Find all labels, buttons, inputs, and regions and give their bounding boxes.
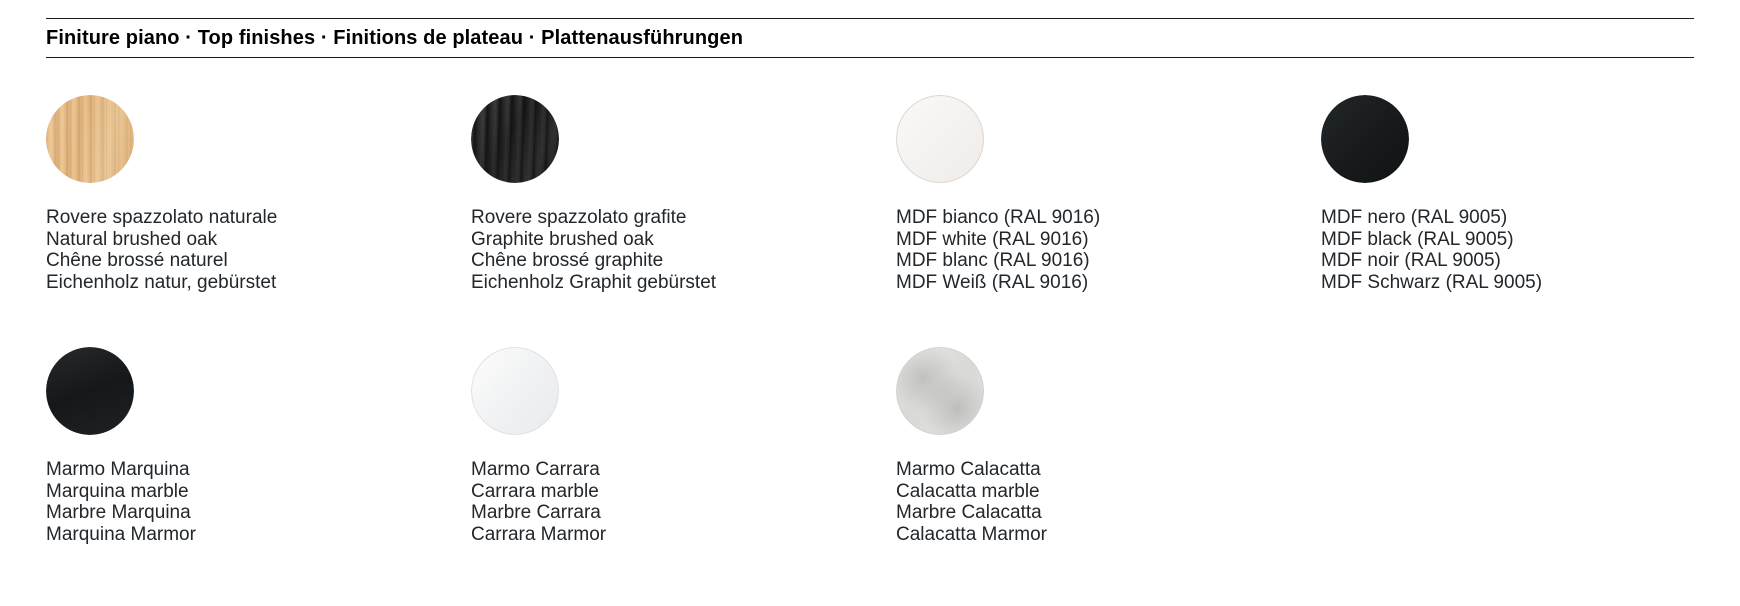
finish-label-it: Marmo Calacatta: [896, 459, 1041, 480]
finish-label-en: Carrara marble: [471, 480, 599, 502]
finish-label-de: Eichenholz Graphit gebürstet: [471, 271, 717, 293]
page-header: [46, 18, 1694, 58]
finish-labels: [46, 459, 471, 545]
finish-item[interactable]: [46, 347, 471, 545]
finish-labels: [896, 207, 1321, 293]
finish-label-en: Natural brushed oak: [46, 228, 218, 250]
finish-label-it: Marmo Carrara: [471, 459, 600, 480]
finish-label-it: Rovere spazzolato naturale: [46, 207, 278, 228]
finish-label-fr: Chêne brossé naturel: [46, 250, 228, 271]
finish-label-fr: Marbre Calacatta: [896, 502, 1042, 523]
finish-item-empty: [1321, 347, 1740, 545]
finish-item[interactable]: [471, 95, 896, 293]
finish-label-en: Marquina marble: [46, 480, 189, 502]
mdf-black-swatch: [1321, 95, 1409, 183]
finishes-row: [46, 95, 1706, 293]
swatch-texture: [46, 95, 134, 183]
swatch-texture: [46, 347, 134, 435]
finish-label-fr: Chêne brossé graphite: [471, 250, 664, 271]
finish-item[interactable]: [1321, 95, 1740, 293]
finish-label-de: Eichenholz natur, gebürstet: [46, 271, 277, 293]
finishes-row: [46, 347, 1706, 545]
finish-label-en: Graphite brushed oak: [471, 228, 654, 250]
finish-item[interactable]: [896, 95, 1321, 293]
finish-label-de: MDF Weiß (RAL 9016): [896, 271, 1089, 293]
swatch-texture: [471, 95, 559, 183]
oak-natural-swatch: [46, 95, 134, 183]
finish-label-de: MDF Schwarz (RAL 9005): [1321, 271, 1543, 293]
calacatta-marble-swatch: [896, 347, 984, 435]
finish-labels: [46, 207, 471, 293]
finish-label-fr: Marbre Carrara: [471, 502, 601, 523]
finish-label-de: Carrara Marmor: [471, 523, 607, 545]
finish-label-it: Rovere spazzolato grafite: [471, 207, 687, 228]
finish-label-it: MDF nero (RAL 9005): [1321, 207, 1508, 228]
finish-label-fr: Marbre Marquina: [46, 502, 191, 523]
finish-labels: [1321, 207, 1740, 293]
finish-label-it: MDF bianco (RAL 9016): [896, 207, 1101, 228]
finish-item[interactable]: [896, 347, 1321, 545]
finish-item[interactable]: [471, 347, 896, 545]
finish-label-it: Marmo Marquina: [46, 459, 190, 480]
finishes-grid: [46, 95, 1706, 545]
swatch-texture: [1321, 95, 1409, 183]
marquina-marble-swatch: [46, 347, 134, 435]
finish-label-de: Marquina Marmor: [46, 523, 196, 545]
swatch-texture: [471, 347, 559, 435]
carrara-marble-swatch: [471, 347, 559, 435]
swatch-texture: [896, 347, 984, 435]
finish-labels: [471, 459, 896, 545]
oak-graphite-swatch: [471, 95, 559, 183]
swatch-texture: [896, 95, 984, 183]
finish-item[interactable]: [46, 95, 471, 293]
page-title: Finiture piano · Top finishes · Finitions de plateau · Plattenausführungen: [46, 27, 744, 49]
finish-labels: [896, 459, 1321, 545]
header-rule-bottom: [46, 57, 1694, 58]
finish-label-fr: MDF blanc (RAL 9016): [896, 250, 1090, 271]
finish-label-en: MDF black (RAL 9005): [1321, 228, 1514, 250]
finish-label-fr: MDF noir (RAL 9005): [1321, 250, 1501, 271]
finish-labels: [471, 207, 896, 293]
finish-label-en: MDF white (RAL 9016): [896, 228, 1089, 250]
mdf-white-swatch: [896, 95, 984, 183]
finish-label-de: Calacatta Marmor: [896, 523, 1047, 545]
finish-label-en: Calacatta marble: [896, 480, 1040, 502]
